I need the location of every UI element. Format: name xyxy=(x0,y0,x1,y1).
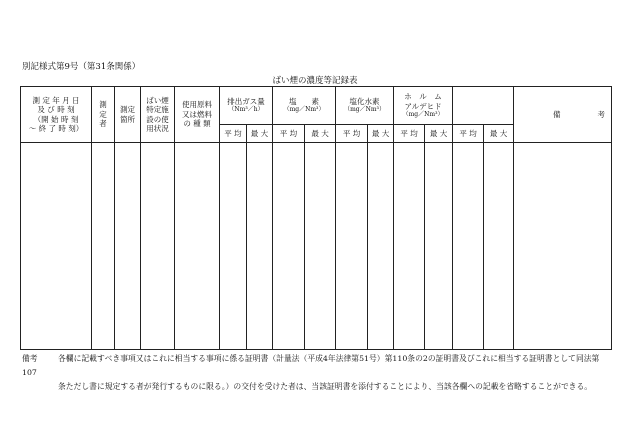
header-chlorine: 塩 素 （mg／Nm³） xyxy=(273,87,336,125)
record-table xyxy=(20,86,612,350)
entry-cell[interactable] xyxy=(484,143,514,350)
entry-cell[interactable] xyxy=(21,143,92,350)
entry-cell[interactable] xyxy=(394,143,425,350)
header-measurement-datetime: 測 定 年 月 日 及 び 時 刻 （開 始 時 刻 〜 終 了 時 刻） xyxy=(21,87,92,143)
entry-cell[interactable] xyxy=(425,143,453,350)
header-blank-group xyxy=(453,87,514,125)
entry-cell[interactable] xyxy=(273,143,305,350)
entry-cell[interactable] xyxy=(336,143,368,350)
entry-cell[interactable] xyxy=(514,143,612,350)
header-measurement-location: 測定 箇所 xyxy=(115,87,141,143)
header-measurer: 測 定 者 xyxy=(92,87,115,143)
footnote-line-2: 条ただし書に規定する者が発行するものに限る。）の交付を受けた者は、当該証明書を添付することにより、当該各欄への記載を省略することができる。 xyxy=(58,382,593,391)
header-facility-usage: ばい煙 特定施 設の使 用状況 xyxy=(141,87,175,143)
entry-cell[interactable] xyxy=(175,143,220,350)
entry-cell[interactable] xyxy=(220,143,247,350)
subheader-average: 平 均 xyxy=(220,125,247,143)
entry-cell[interactable] xyxy=(115,143,141,350)
entry-cell[interactable] xyxy=(92,143,115,350)
table-row xyxy=(21,143,612,350)
footnote xyxy=(22,352,610,394)
footnote-line-1: 各欄に記載すべき事項又はこれに相当する事項に係る証明書（計量法（平成4年法律第51号）第110条の2の証明書及びこれに相当する証明書として同法第107 xyxy=(22,354,600,377)
entry-cell[interactable] xyxy=(247,143,273,350)
header-material-fuel: 使用原料 又は燃料 の 種 類 xyxy=(175,87,220,143)
document-title: ばい煙の濃度等記録表 xyxy=(272,76,358,86)
subheader-maximum: 最 大 xyxy=(484,125,514,143)
subheader-average: 平 均 xyxy=(394,125,425,143)
subheader-average: 平 均 xyxy=(453,125,484,143)
subheader-average: 平 均 xyxy=(273,125,305,143)
header-formaldehyde: ホ ル ム アルデヒド （mg／Nm³） xyxy=(394,87,453,125)
form-reference: 別記様式第9号（第31条関係） xyxy=(22,62,141,72)
entry-cell[interactable] xyxy=(453,143,484,350)
subheader-maximum: 最 大 xyxy=(425,125,453,143)
entry-cell[interactable] xyxy=(305,143,336,350)
entry-cell[interactable] xyxy=(141,143,175,350)
entry-cell[interactable] xyxy=(368,143,394,350)
header-exhaust-gas-volume: 排出ガス量 （Nm³／h） xyxy=(220,87,273,125)
subheader-maximum: 最 大 xyxy=(368,125,394,143)
header-hydrogen-chloride: 塩化水素 （mg／Nm³） xyxy=(336,87,394,125)
subheader-maximum: 最 大 xyxy=(305,125,336,143)
subheader-average: 平 均 xyxy=(336,125,368,143)
subheader-maximum: 最 大 xyxy=(247,125,273,143)
header-remarks: 備 考 xyxy=(514,87,612,143)
footnote-label: 備考 xyxy=(22,354,38,363)
